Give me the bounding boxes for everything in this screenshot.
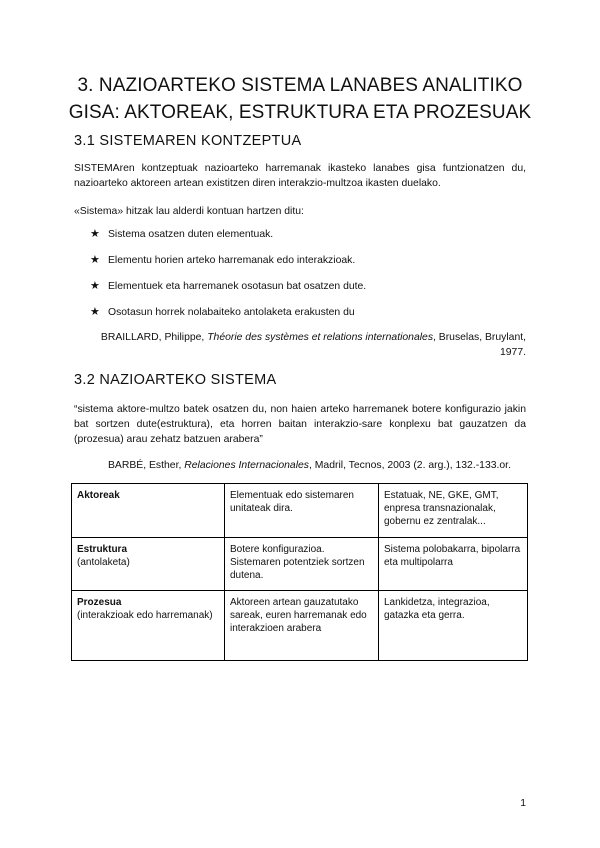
- table-cell: Lankidetza, integrazioa, gatazka eta gerra.: [379, 591, 528, 661]
- definition-quote: “sistema aktore-multzo batek osatzen du, non haien arteko harremanek botere konfigurazio jakin bat sortzen dute(estruktura), eta horren baitan interakzio-sare konplexu bat gauzatzen da (prozesua) arau zehatz batzuen arabera”: [74, 404, 526, 445]
- title-line-1: 3. NAZIOARTEKO SISTEMA LANABES ANALITIKO: [77, 75, 523, 96]
- star-icon: ★: [90, 228, 100, 240]
- table-row: [72, 591, 528, 661]
- star-icon: ★: [90, 306, 100, 318]
- list-item: ★ Sistema osatzen duten elementuak.: [90, 227, 366, 253]
- table-cell: Botere konfigurazioa. Sistemaren potentziek sortzen dutena.: [225, 538, 379, 591]
- system-table: [71, 483, 528, 661]
- table-cell: Aktoreen artean gauzatutako sareak, euren harremanak edo interakzioen arabera: [225, 591, 379, 661]
- reference-title: Théorie des systèmes et relations internationales: [207, 332, 434, 343]
- page-number: 1: [520, 798, 526, 809]
- section-1-heading: 3.1 SISTEMAREN KONTZEPTUA: [74, 133, 302, 149]
- star-icon: ★: [90, 254, 100, 266]
- reference-year: 1977.: [499, 347, 526, 358]
- section-1-paragraph: SISTEMAren kontzeptuak nazioarteko harremanak ikasteko lanabes gisa funtzionatzen du, nazioarteko aktoreen artean existitzen diren interakzio-multzoa ikasten duelako.: [74, 163, 526, 189]
- table-cell: Sistema polobakarra, bipolarra eta multipolarra: [379, 538, 528, 591]
- sistema-intro: «Sistema» hitzak lau alderdi kontuan hartzen ditu:: [74, 206, 304, 217]
- page-title: [60, 72, 540, 126]
- aspects-list: [90, 227, 366, 331]
- title-line-2: GISA: AKTOREAK, ESTRUKTURA ETA PROZESUAK: [68, 102, 532, 123]
- table-row: [72, 484, 528, 538]
- list-item: ★ Elementuek eta harremanek osotasun bat osatzen dute.: [90, 279, 366, 305]
- table-row: [72, 538, 528, 591]
- braillard-reference: BRAILLARD, Philippe, Théorie des systèmes et relations internationales, Bruselas, Bruylant, 1977.: [100, 332, 526, 358]
- table-cell: Aktoreak: [72, 484, 225, 538]
- list-item: ★ Elementu horien arteko harremanak edo interakzioak.: [90, 253, 366, 279]
- reference-title: Relaciones Internacionales: [184, 460, 309, 471]
- barbe-reference: BARBÉ, Esther, Relaciones Internacionales, Madril, Tecnos, 2003 (2. arg.), 132.-133.or.: [108, 460, 511, 471]
- section-2-heading: 3.2 NAZIOARTEKO SISTEMA: [74, 372, 277, 388]
- star-icon: ★: [90, 280, 100, 292]
- table-cell: Prozesua (interakzioak edo harremanak): [72, 591, 225, 661]
- table-cell: Elementuak edo sistemaren unitateak dira.: [225, 484, 379, 538]
- table-cell: Estruktura (antolaketa): [72, 538, 225, 591]
- table-cell: Estatuak, NE, GKE, GMT, enpresa transnazionalak, gobernu ez zentralak...: [379, 484, 528, 538]
- list-item: ★ Osotasun horrek nolabaiteko antolaketa erakusten du: [90, 305, 366, 331]
